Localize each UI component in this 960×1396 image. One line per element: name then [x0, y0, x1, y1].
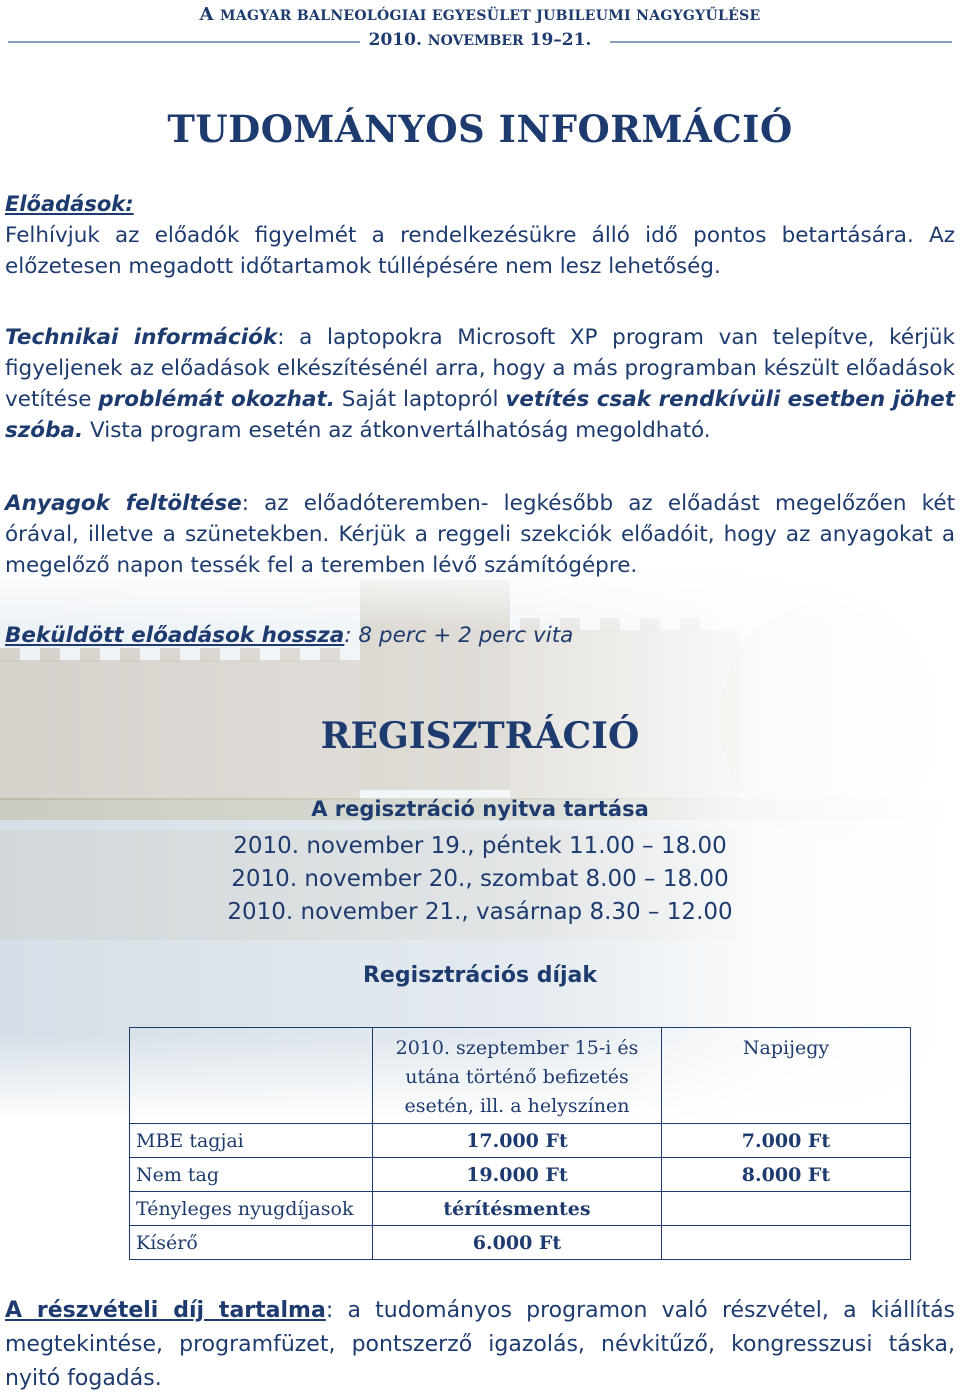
- lecture-length-paragraph: Beküldött előadások hossza: 8 perc + 2 perc vita: [5, 623, 574, 648]
- table-cell: 19.000 Ft: [373, 1158, 662, 1192]
- science-title: TUDOMÁNYOS INFORMÁCIÓ: [167, 107, 793, 151]
- header-event-date: 2010. NOVEMBER 19–21.: [368, 30, 592, 50]
- tech-info-label: Technikai információk: [5, 325, 278, 350]
- table-row: [130, 1124, 911, 1158]
- table-header-row: [130, 1028, 911, 1124]
- table-cell: MBE tagjai: [130, 1124, 373, 1158]
- registration-date: 2010. november 20., szombat 8.00 – 18.00: [231, 866, 729, 892]
- table-cell: 7.000 Ft: [662, 1124, 911, 1158]
- header-rule-right: [610, 41, 952, 43]
- table-row: [130, 1158, 911, 1192]
- lectures-section: [5, 189, 955, 282]
- registration-date: 2010. november 19., péntek 11.00 – 18.00: [233, 833, 727, 859]
- table-cell: Nem tag: [130, 1158, 373, 1192]
- registration-date: 2010. november 21., vasárnap 8.30 – 12.00: [227, 899, 733, 925]
- upload-label: Anyagok feltöltése: [5, 491, 242, 516]
- table-cell: térítésmentes: [373, 1192, 662, 1226]
- table-cell: 6.000 Ft: [373, 1226, 662, 1260]
- registration-title: REGISZTRÁCIÓ: [320, 715, 640, 757]
- lecture-length-label: Beküldött előadások hossza: [5, 623, 345, 648]
- table-cell: [662, 1192, 911, 1226]
- table-cell: Kísérő: [130, 1226, 373, 1260]
- fee-content-paragraph: A részvételi díj tartalma: a tudományos programon való részvétel, a kiállítás megtekintése, programfüzet, pontszerző igazolás, névkitűző, kongresszusi táska, nyitó fogadás.: [5, 1298, 956, 1391]
- table-header-cell: 2010. szeptember 15-i és utána történő befizetés esetén, ill. a helyszínen: [373, 1028, 662, 1124]
- table-cell: [662, 1226, 911, 1260]
- table-row: [130, 1192, 911, 1226]
- table-cell: 8.000 Ft: [662, 1158, 911, 1192]
- table-header-cell: Napijegy: [662, 1028, 911, 1124]
- table-cell: 17.000 Ft: [373, 1124, 662, 1158]
- upload-paragraph: Anyagok feltöltése: az előadóteremben- legkésőbb az előadást megelőzően két órával, illetve a szünetekben. Kérjük a reggeli szekciók előadóit, hogy az anyagokat a megelőző napon tessék fel a teremben lévő számítógépre.: [5, 491, 955, 578]
- lectures-heading: Előadások:: [5, 192, 134, 216]
- fee-content-label: A részvételi díj tartalma: [5, 1298, 326, 1323]
- lectures-text: Felhívjuk az előadók figyelmét a rendelkezésükre álló idő pontos betartására. Az előzetesen megadott időtartamok túllépésére nem lesz lehetőség.: [5, 223, 955, 279]
- tech-info-paragraph: Technikai információk: a laptopokra Microsoft XP program van telepítve, kérjük figyeljenek az előadások elkészítésénél arra, hogy a más programban készült előadások vetítése problémát okozhat. Saját laptopról vetítés csak rendkívüli esetben jöhet szóba. Vista program esetén az átkonvertálhatóság megoldható.: [5, 325, 956, 443]
- header-event-title: A MAGYAR BALNEOLÓGIAI EGYESÜLET JUBILEUMI NAGYGYŰLÉSE: [199, 4, 761, 25]
- fees-table: [129, 1027, 911, 1260]
- fees-heading: Regisztrációs díjak: [362, 963, 598, 988]
- table-cell: Tényleges nyugdíjasok: [130, 1192, 373, 1226]
- registration-open-heading: A regisztráció nyitva tartása: [311, 797, 649, 821]
- table-cell: [130, 1028, 373, 1124]
- table-row: [130, 1226, 911, 1260]
